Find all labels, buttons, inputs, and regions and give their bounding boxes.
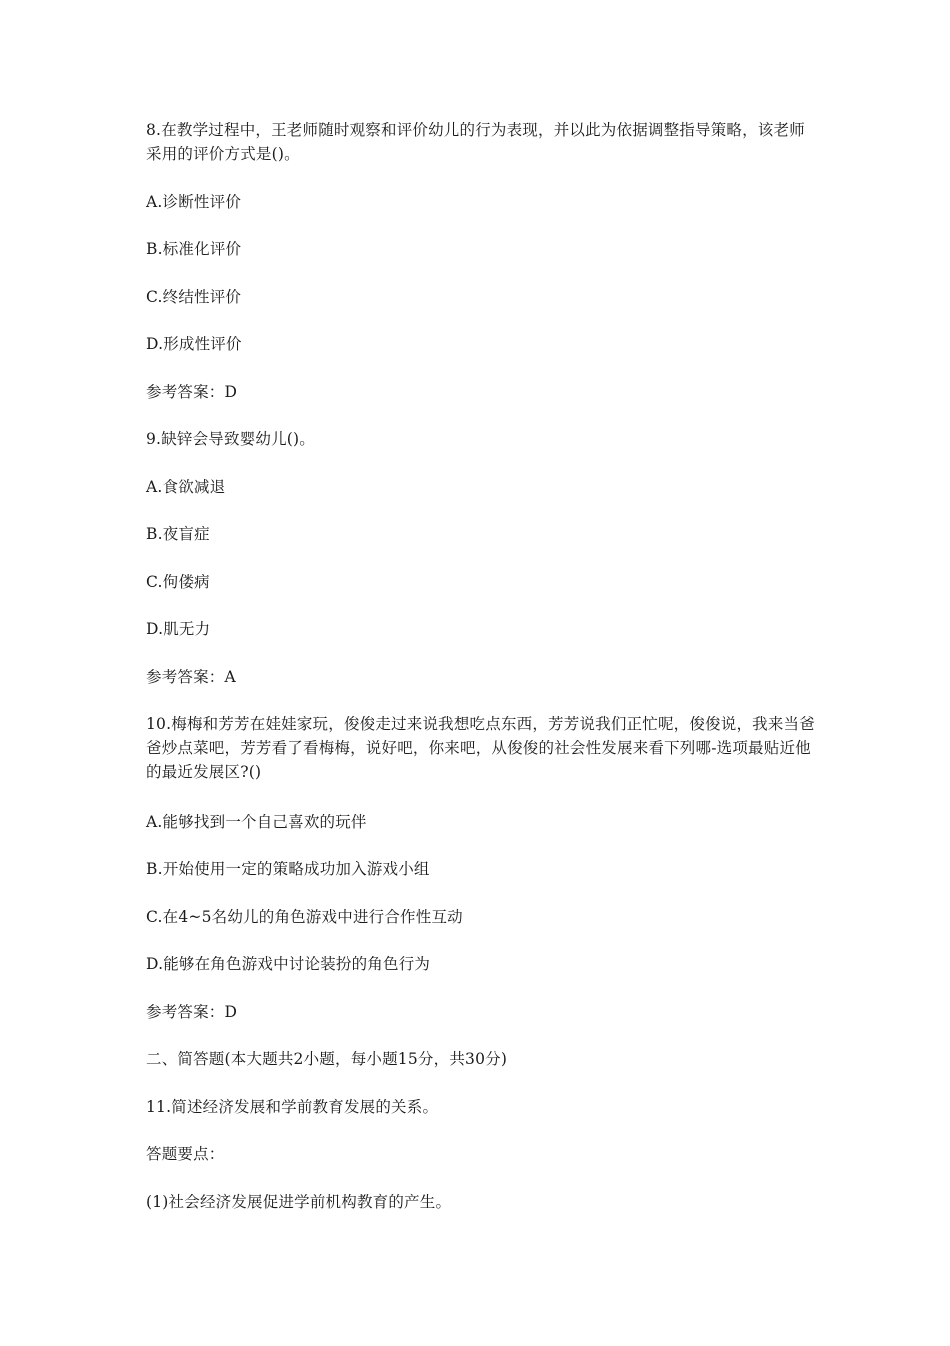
question-9-option-a: A.食欲减退 (146, 478, 226, 496)
question-9-stem: 9.缺锌会导致婴幼儿()。 (146, 430, 315, 448)
question-8-option-b: B.标准化评价 (146, 240, 242, 258)
section-heading: 二、简答题(本大题共2小题，每小题15分，共30分) (146, 1050, 508, 1068)
question-11-stem: 11.简述经济发展和学前教育发展的关系。 (146, 1098, 439, 1116)
answer-points-label: 答题要点： (146, 1145, 225, 1163)
question-10-option-d: D.能够在角色游戏中讨论装扮的角色行为 (146, 955, 431, 973)
question-8-answer: 参考答案：D (146, 383, 238, 401)
question-10-option-b: B.开始使用一定的策略成功加入游戏小组 (146, 860, 430, 878)
question-9-answer: 参考答案：A (146, 668, 236, 686)
question-8-option-d: D.形成性评价 (146, 335, 242, 353)
question-10-answer: 参考答案：D (146, 1003, 238, 1021)
question-8-stem: 8.在教学过程中，王老师随时观察和评价幼儿的行为表现，并以此为依据调整指导策略，该老师采用的评价方式是()。 (146, 121, 805, 163)
question-9-option-d: D.肌无力 (146, 620, 211, 638)
question-10-option-a: A.能够找到一个自己喜欢的玩伴 (146, 813, 367, 831)
question-8-option-a: A.诊断性评价 (146, 193, 242, 211)
question-10-stem: 10.梅梅和芳芳在娃娃家玩，俊俊走过来说我想吃点东西，芳芳说我们正忙呢，俊俊说，我来当爸爸炒点菜吧，芳芳看了看梅梅，说好吧，你来吧，从俊俊的社会性发展来看下列哪-选项最贴近他的最近发展区?() (146, 715, 815, 781)
question-9-option-b: B.夜盲症 (146, 525, 210, 543)
question-10-option-c: C.在4~5名幼儿的角色游戏中进行合作性互动 (146, 908, 463, 926)
answer-point-1: (1)社会经济发展促进学前机构教育的产生。 (146, 1193, 452, 1211)
question-8-option-c: C.终结性评价 (146, 288, 242, 306)
question-9-option-c: C.佝偻病 (146, 573, 210, 591)
